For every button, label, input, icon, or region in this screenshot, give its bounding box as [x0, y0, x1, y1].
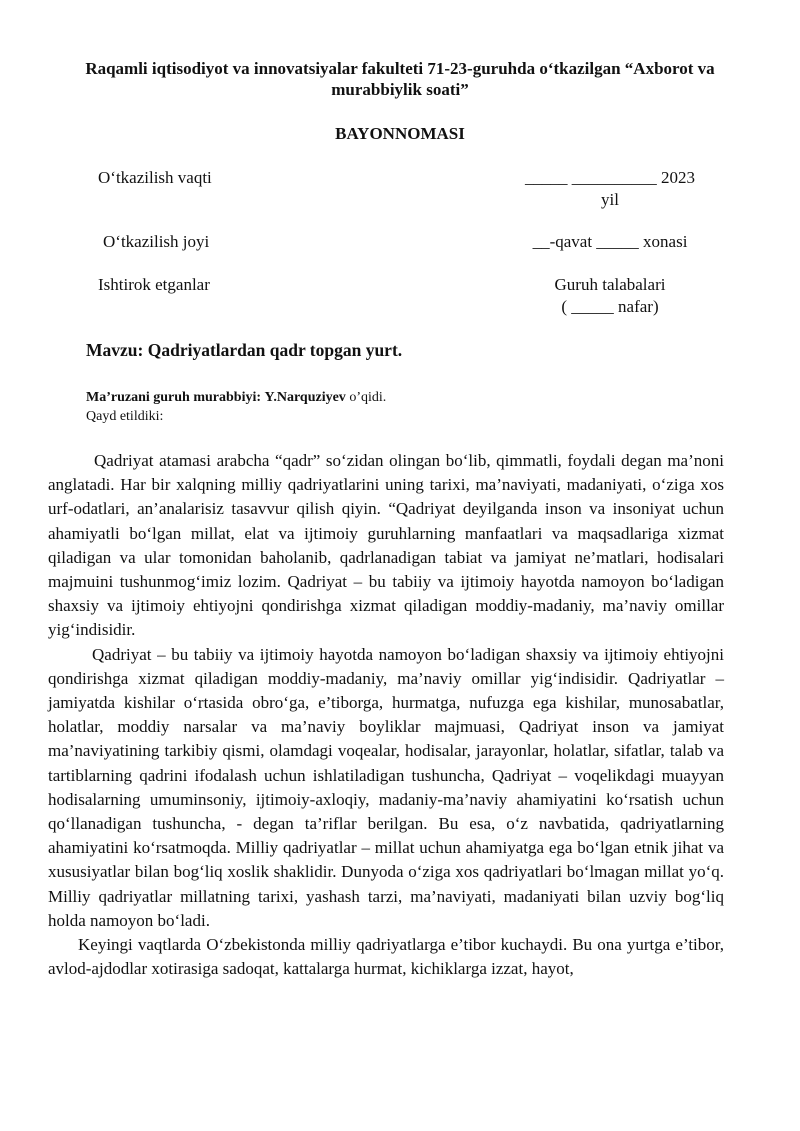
noted-label: Qayd etildiki: — [86, 409, 164, 424]
speaker-line — [86, 388, 386, 407]
place-label: O‘tkazilish joyi — [103, 232, 210, 251]
time-label: O‘tkazilish vaqti — [98, 168, 212, 187]
participants-label: Ishtirok etganlar — [98, 275, 210, 294]
paragraph: Qadriyat – bu tabiiy va ijtimoiy hayotda namoyon bo‘ladigan shaxsiy va ijtimoiy ehtiyojni qondirishga xizmat qiladigan moddiy-madaniy, ma’naviy omillar yig‘indisidir. Qadriyatlar – jamiyatda kishilar o‘rtasida obro‘ga, e’tiborga, hurmatga, nufuzga ega kishilar, munosabatlar, holatlar, moddiy narsalar va ma’naviy boyliklar majmuasi, Qadriyat inson va jamiyat ma’naviyatining tarkibiy qismi, olamdagi voqealar, hodisalar, jarayonlar, holatlar, sifatlar, talab va tartiblarning qadrini ifodalash uchun ishlatiladigan tushuncha, Qadriyat – voqelikdagi muayyan hodisalarning umuminsoniy, ijtimoiy-axloqiy, madaniy-ma’naviy ahamiyatini ko‘rsatish uchun qo‘llanadigan tushuncha, - degan ta’riflar berilgan. Bu esa, o‘z navbatida, qadriyatlarning ahamiyatini ko‘rsatmoqda. Milliy qadriyatlar – millat uchun ahamiyatga ega bo‘lgan etnik jihat va xususiyatlar bilan bog‘liq xoslik shaklidir. Dunyoda o‘ziga xos qadriyatlari bo‘lmagan millat yo‘q. Milliy qadriyatlar millatning tarixi, yashash tarzi, ma’naviyati, madaniyati bilan uzviy bog‘liq holda namoyon bo‘ladi. — [48, 644, 724, 930]
participants-value — [500, 274, 720, 318]
place-value: __-qavat _____ xonasi — [532, 232, 688, 251]
body-text — [48, 449, 724, 981]
time-value-date: _____ __________ 2023 — [525, 168, 695, 187]
paragraph: Keyingi vaqtlarda O‘zbekistonda milliy qadriyatlarga e’tibor kuchaydi. Bu ona yurtga e’tibor, avlod-ajdodlar xotirasiga sadoqat, kattalarga hurmat, kichiklarga izzat, hayot, — [48, 935, 724, 979]
paragraph: Qadriyat atamasi arabcha “qadr” so‘zidan olingan bo‘lib, qimmatli, foydali degan ma’noni anglatadi. Har bir xalqning milliy qadriyatlarini uning tarixi, ma’naviyati, madaniyati, o‘ziga xos urf-odatlari, an’analarisiz tasavvur qilish qiyin. “Qadriyat deyilganda inson va insoniyat uchun ahamiyatli bo‘lgan millat, elat va ijtimoiy guruhlarning manfaatlari va maqsadlariga xizmat qiladigan va ular tomonidan baholanib, qadrlanadigan tabiat va jamiyat ne’matlari, hodisalari majmuini tushunmog‘imiz lozim. Qadriyat – bu tabiiy va ijtimoiy hayotda namoyon bo‘ladigan shaxsiy va ijtimoiy ehtiyojni qondirishga xizmat qiladigan moddiy-madaniy, ma’naviy omillar yig‘indisidir. — [48, 451, 724, 640]
time-value-year: yil — [601, 190, 619, 209]
time-value — [500, 167, 720, 211]
participants-group: Guruh talabalari — [554, 275, 666, 294]
speaker-name: Y.Narquziyev — [264, 390, 346, 405]
speaker-label: Ma’ruzani guruh murabbiyi: — [86, 390, 262, 405]
participants-count: ( _____ nafar) — [561, 297, 659, 316]
speaker-suffix: o’qidi. — [349, 390, 387, 405]
topic: Mavzu: Qadriyatlardan qadr topgan yurt. — [86, 340, 403, 360]
speaker-block — [86, 388, 386, 426]
document-heading: BAYONNOMASI — [335, 124, 465, 143]
document-title: Raqamli iqtisodiyot va innovatsiyalar fakulteti 71-23-guruhda o‘tkazilgan “Axborot va murabbiylik soati” — [85, 59, 715, 99]
